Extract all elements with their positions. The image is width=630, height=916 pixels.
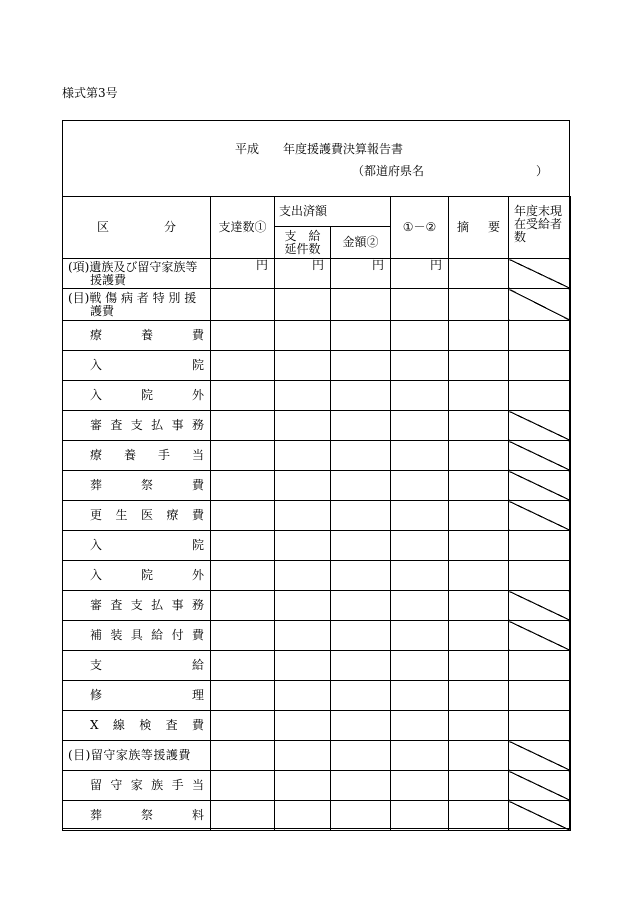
cell — [391, 471, 449, 501]
table-row — [63, 681, 571, 711]
row-label-text: 入 院 外 — [90, 568, 204, 582]
row-label — [63, 771, 211, 801]
row-label-text: 葬 祭 費 — [90, 478, 204, 492]
diagonal-cell — [509, 801, 571, 831]
table-row — [63, 351, 571, 381]
cell — [275, 651, 331, 681]
cell — [391, 501, 449, 531]
cell — [391, 351, 449, 381]
table-row — [63, 471, 571, 501]
cell — [449, 801, 509, 831]
row-label — [63, 531, 211, 561]
cell — [391, 289, 449, 321]
cell — [331, 531, 391, 561]
row-label-a: (項)遺族及び留守家族等 — [68, 259, 198, 274]
header-kubun — [63, 197, 211, 259]
prefecture-label: （都道府県名 — [352, 164, 425, 178]
table-row — [63, 651, 571, 681]
row-label-text: 療 養 手 当 — [90, 448, 204, 462]
cell — [391, 321, 449, 351]
cell — [275, 561, 331, 591]
table-row — [63, 411, 571, 441]
cell — [391, 801, 449, 831]
cell — [211, 501, 275, 531]
table-row — [63, 621, 571, 651]
row-label — [63, 471, 211, 501]
cell — [275, 591, 331, 621]
cell — [391, 441, 449, 471]
row-label-text: 支 給 — [90, 658, 204, 672]
cell — [275, 771, 331, 801]
cell — [331, 289, 391, 321]
cell — [275, 289, 331, 321]
row-label — [63, 351, 211, 381]
header-nendo-b: 在受給者 — [514, 217, 563, 231]
header-nendo-a: 年度末現 — [514, 204, 563, 218]
cell — [211, 381, 275, 411]
cell — [449, 411, 509, 441]
cell — [331, 501, 391, 531]
cell — [275, 381, 331, 411]
cell — [449, 561, 509, 591]
prefecture-close: ） — [536, 164, 549, 178]
cell — [211, 591, 275, 621]
cell — [449, 651, 509, 681]
header-shikyu-b: 延件数 — [284, 241, 321, 256]
header-shikyu — [275, 227, 331, 259]
cell — [331, 801, 391, 831]
table-row — [63, 741, 571, 771]
cell — [391, 561, 449, 591]
cell — [275, 801, 331, 831]
cell — [275, 681, 331, 711]
diagonal-cell — [509, 771, 571, 801]
cell — [391, 651, 449, 681]
row-label-text: X 線 検 査 費 — [90, 718, 204, 732]
row-label — [63, 381, 211, 411]
cell — [509, 711, 571, 741]
cell — [211, 531, 275, 561]
cell — [391, 711, 449, 741]
cell — [275, 621, 331, 651]
cell — [331, 741, 391, 771]
cell — [331, 321, 391, 351]
header-kubun-a: 区 — [97, 220, 110, 234]
diagonal-cell — [509, 621, 571, 651]
cell — [331, 381, 391, 411]
header-teki-a: 摘 — [457, 220, 470, 234]
cell — [509, 321, 571, 351]
cell — [275, 501, 331, 531]
table-row — [63, 531, 571, 561]
cell — [211, 711, 275, 741]
diagonal-cell — [509, 289, 571, 321]
table-row — [63, 441, 571, 471]
row-label — [63, 741, 211, 771]
cell — [449, 289, 509, 321]
cell — [331, 411, 391, 441]
cell — [211, 801, 275, 831]
table-row — [63, 501, 571, 531]
cell — [449, 621, 509, 651]
cell — [211, 411, 275, 441]
cell — [331, 561, 391, 591]
diagonal-cell — [509, 741, 571, 771]
cell — [449, 681, 509, 711]
cell — [509, 531, 571, 561]
table-row — [63, 711, 571, 741]
row-label — [63, 411, 211, 441]
cell — [211, 621, 275, 651]
table-row — [63, 801, 571, 831]
cell — [449, 771, 509, 801]
cell — [449, 741, 509, 771]
cell — [211, 681, 275, 711]
cell — [391, 411, 449, 441]
cell — [275, 441, 331, 471]
row-label — [63, 651, 211, 681]
cell — [211, 561, 275, 591]
cell — [275, 741, 331, 771]
cell — [211, 651, 275, 681]
cell — [509, 351, 571, 381]
header-nendo-c: 数 — [514, 230, 527, 244]
form-number: 様式第3号 — [62, 86, 118, 100]
row-label — [63, 441, 211, 471]
cell — [509, 651, 571, 681]
cell — [449, 381, 509, 411]
cell — [275, 321, 331, 351]
yen-unit: 円 — [331, 259, 391, 289]
cell — [391, 531, 449, 561]
diagonal-cell — [509, 471, 571, 501]
report-table — [62, 196, 571, 831]
table-row — [63, 381, 571, 411]
table-row — [63, 591, 571, 621]
cell — [391, 381, 449, 411]
header-shitatsu: 支達数① — [211, 197, 275, 259]
diagonal-cell — [509, 591, 571, 621]
cell — [509, 561, 571, 591]
row-label-text: 補 装 具 給 付 費 — [90, 628, 204, 642]
diagonal-cell — [509, 411, 571, 441]
cell — [331, 771, 391, 801]
row-label-b: 援護費 — [90, 272, 127, 287]
row-label — [63, 621, 211, 651]
cell — [331, 621, 391, 651]
row-label-text: 更 生 医 療 費 — [90, 508, 204, 522]
cell — [391, 591, 449, 621]
cell — [391, 681, 449, 711]
yen-unit: 円 — [275, 259, 331, 289]
cell — [331, 681, 391, 711]
cell — [275, 411, 331, 441]
yen-unit: 円 — [391, 259, 449, 289]
row-label-text: (目)留守家族等援護費 — [68, 748, 191, 762]
row-label-text: 審 査 支 払 事 務 — [90, 598, 204, 612]
row-label — [63, 289, 211, 321]
row-label-b: 護費 — [90, 303, 115, 318]
cell — [449, 501, 509, 531]
header-kubun-b: 分 — [163, 220, 176, 234]
cell — [449, 441, 509, 471]
header-diff: ①－② — [391, 197, 449, 259]
cell — [275, 471, 331, 501]
header-teki — [449, 197, 509, 259]
row-label-text: 修 理 — [90, 688, 204, 702]
cell — [449, 531, 509, 561]
row-label — [63, 259, 211, 289]
cell — [331, 651, 391, 681]
header-nendo — [509, 197, 571, 259]
cell — [211, 771, 275, 801]
cell — [509, 681, 571, 711]
row-label — [63, 561, 211, 591]
row-label-text: 入 院 — [90, 538, 204, 552]
table-row — [63, 259, 571, 289]
row-label — [63, 501, 211, 531]
cell — [331, 591, 391, 621]
cell — [449, 351, 509, 381]
cell — [449, 591, 509, 621]
header-kingaku: 金額② — [331, 227, 391, 259]
cell — [275, 531, 331, 561]
row-label — [63, 681, 211, 711]
header-shikyu-a: 支 給 — [284, 228, 321, 243]
row-label — [63, 321, 211, 351]
cell — [211, 321, 275, 351]
row-label — [63, 801, 211, 831]
header-teki-b: 要 — [488, 220, 501, 234]
header-shishutsu: 支出済額 — [275, 197, 391, 227]
row-label-text: 留 守 家 族 手 当 — [90, 778, 204, 792]
cell — [449, 321, 509, 351]
table-row — [63, 321, 571, 351]
cell — [211, 289, 275, 321]
diagonal-cell — [509, 501, 571, 531]
cell — [211, 471, 275, 501]
row-label-a: (目)戦 傷 病 者 特 別 援 — [68, 290, 197, 305]
cell — [275, 711, 331, 741]
cell — [449, 471, 509, 501]
table-row — [63, 561, 571, 591]
cell — [331, 441, 391, 471]
cell — [391, 621, 449, 651]
cell — [509, 381, 571, 411]
cell — [391, 741, 449, 771]
diagonal-cell — [509, 441, 571, 471]
cell — [275, 351, 331, 381]
row-label — [63, 711, 211, 741]
table-row — [63, 289, 571, 321]
cell — [449, 711, 509, 741]
row-label-text: 入 院 — [90, 358, 204, 372]
row-label-text: 療 養 費 — [90, 328, 204, 342]
row-label — [63, 591, 211, 621]
row-label-text: 入 院 外 — [90, 388, 204, 402]
cell — [449, 259, 509, 289]
yen-unit: 円 — [211, 259, 275, 289]
cell — [331, 711, 391, 741]
diagonal-cell — [509, 259, 571, 289]
row-label-text: 葬 祭 料 — [90, 808, 204, 822]
cell — [391, 771, 449, 801]
table-row — [63, 771, 571, 801]
cell — [211, 741, 275, 771]
cell — [211, 351, 275, 381]
report-title: 平成 年度援護費決算報告書 — [235, 142, 404, 156]
cell — [331, 471, 391, 501]
row-label-text: 審 査 支 払 事 務 — [90, 418, 204, 432]
cell — [331, 351, 391, 381]
cell — [211, 441, 275, 471]
